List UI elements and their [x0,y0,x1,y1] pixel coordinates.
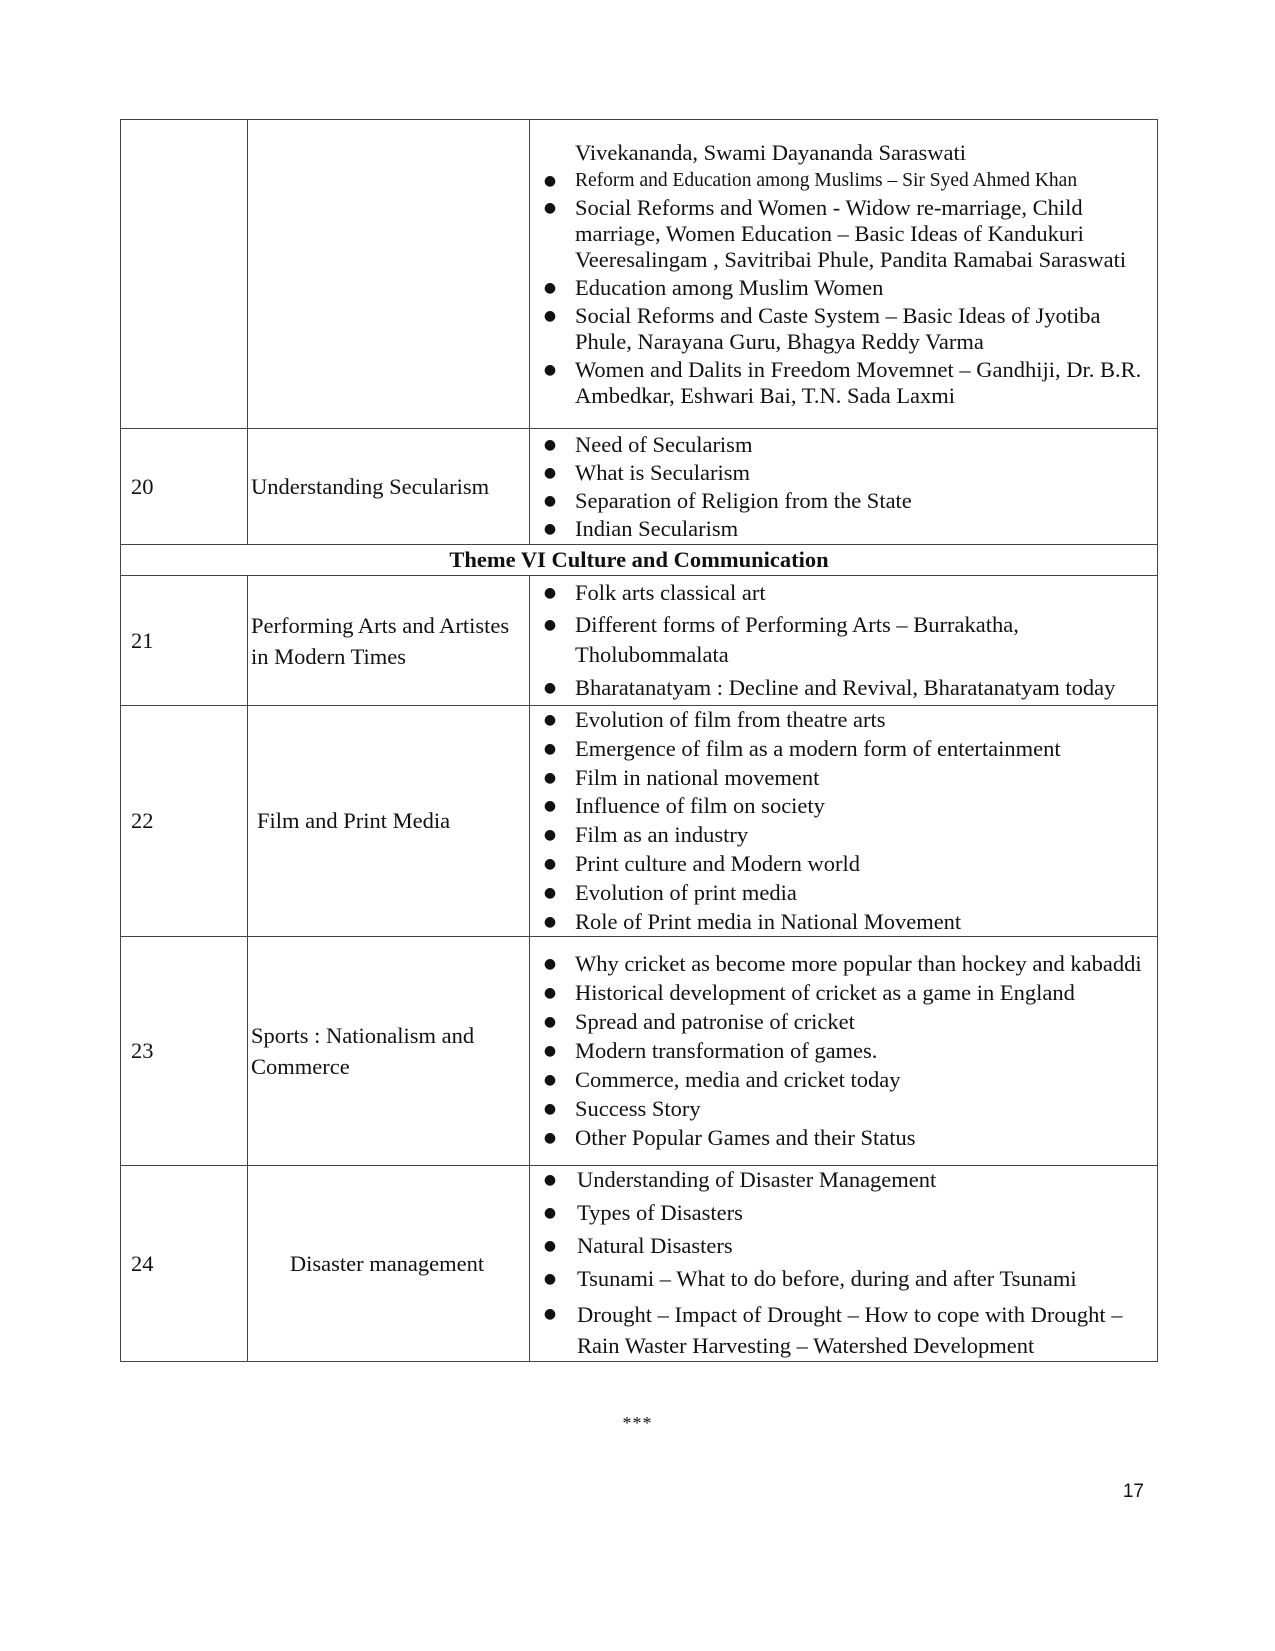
lesson-title-text: Sports : Nationalism and Commerce [251,1023,475,1080]
list-item [530,1299,1153,1361]
topic-text: Social Reforms and Women - Widow re-marriage, Child marriage, Women Education – Basic Ideas of Kandukuri Veeresalingam , Savitribai Phule, Pandita Ramabai Saraswati [575,194,1127,272]
list-item [530,879,1153,908]
topic-text: What is Secularism [575,460,750,485]
list-item [530,764,1153,793]
topic-text: Natural Disasters [577,1232,733,1258]
lesson-number-cell: 20 [121,429,248,545]
bullet-icon: ● [543,1072,557,1089]
bullet-icon: ● [543,279,557,296]
list-item [530,1200,1153,1226]
lesson-number-cell: 23 [121,937,248,1166]
theme-heading-row [121,545,1158,576]
bullet-icon: ● [543,712,557,728]
table-row [121,576,1158,706]
topics-cell [530,576,1158,706]
topic-text: Success Story [575,1096,701,1122]
topics-cell [530,1166,1158,1362]
list-item [530,908,1153,937]
topic-text: Need of Secularism [575,432,753,457]
bullet-icon: ● [543,521,557,537]
topics-list [530,706,1153,936]
list-item [530,303,1153,355]
bullet-icon: ● [543,307,557,324]
topics-list [530,140,1153,409]
bullet-icon: ● [543,1014,557,1031]
bullet-icon: ● [543,199,557,216]
topic-text: Modern transformation of games. [575,1038,878,1064]
topic-text: Film as an industry [575,822,749,848]
bullet-icon: ● [543,798,557,815]
topic-text: Types of Disasters [577,1199,743,1225]
list-item [530,275,1153,301]
topic-text: Vivekananda, Swami Dayananda Saraswati [575,139,967,165]
topic-text: Commerce, media and cricket today [575,1067,901,1093]
bullet-icon: ● [543,1130,557,1147]
topic-text: Reform and Education among Muslims – Sir Syed Ahmed Khan [575,169,1078,191]
bullet-icon: ● [543,680,557,696]
bullet-icon: ● [543,1237,557,1254]
bullet-icon: ● [543,361,557,378]
list-item [530,951,1153,977]
list-item [530,432,1153,458]
table-row [121,1166,1158,1362]
page-number: 17 [1122,1481,1144,1502]
list-item [530,980,1153,1006]
bullet-icon: ● [543,617,557,633]
table-row [121,937,1158,1166]
bullet-icon: ● [543,585,557,601]
topic-text: Spread and patronise of cricket [575,1009,855,1035]
table-row [121,429,1158,545]
topic-text: Different forms of Performing Arts – Burrakatha, Tholubommalata [575,612,1019,667]
list-item [530,357,1153,409]
list-item [530,460,1153,486]
list-item [530,578,1153,608]
list-item [530,516,1153,542]
topics-cell [530,937,1158,1166]
topic-text: Education among Muslim Women [575,274,884,300]
topic-text: Indian Secularism [575,516,739,541]
lesson-number-cell: 22 [121,706,248,937]
lesson-number-cell [121,120,248,429]
bullet-icon: ● [543,172,557,189]
topic-text: Bharatanatyam : Decline and Revival, Bharatanatyam today [575,675,1116,700]
list-item [530,1167,1153,1193]
topic-text: Evolution of print media [575,879,797,905]
topics-list [530,578,1153,703]
list-item [530,673,1153,703]
bullet-icon: ● [543,769,557,786]
topic-text: Folk arts classical art [575,580,766,605]
topics-list [530,951,1153,1151]
list-item [530,792,1153,821]
end-marker: *** [622,1413,653,1433]
topic-text: Separation of Religion from the State [575,488,912,513]
topic-text: Understanding of Disaster Management [577,1166,937,1192]
topics-cell [530,706,1158,937]
bullet-icon: ● [543,884,557,901]
topics-cell [530,120,1158,429]
list-item [530,140,1153,166]
table-row [121,706,1158,937]
topic-text: Drought – Impact of Drought – How to cope with Drought – Rain Waster Harvesting – Watershed Development [577,1301,1123,1358]
topic-text: Why cricket as become more popular than hockey and kabaddi [575,951,1142,977]
topic-text: Historical development of cricket as a game in England [575,980,1075,1006]
bullet-icon: ● [543,1270,557,1287]
list-item [530,610,1153,670]
bullet-icon: ● [543,740,557,757]
bullet-icon: ● [543,985,557,1002]
bullet-icon: ● [543,437,557,453]
lesson-number-cell: 21 [121,576,248,706]
topics-list [530,1167,1153,1361]
lesson-title-cell [248,120,530,429]
bullet-icon: ● [543,493,557,509]
topic-text: Other Popular Games and their Status [575,1125,916,1151]
list-item [530,195,1153,273]
list-item [530,735,1153,764]
topic-text: Emergence of film as a modern form of entertainment [575,735,1061,761]
topics-cell [530,429,1158,545]
lesson-title-cell: Disaster management [248,1166,530,1362]
bullet-icon: ● [543,956,557,973]
lesson-title-cell [248,937,530,1166]
list-item [530,1009,1153,1035]
lesson-number-cell: 24 [121,1166,248,1362]
topic-text: Influence of film on society [575,793,825,819]
list-item [530,1125,1153,1151]
syllabus-table [120,119,1158,1362]
topic-text: Women and Dalits in Freedom Movemnet – Gandhiji, Dr. B.R. Ambedkar, Eshwari Bai, T.N. Sada Laxmi [575,356,1142,408]
lesson-title-text: Performing Arts and Artistes in Modern Times [251,612,510,669]
bullet-icon: ● [543,1101,557,1118]
list-item [530,850,1153,879]
list-item [530,1067,1153,1093]
bullet-icon: ● [543,1171,557,1188]
bullet-icon: ● [543,1204,557,1221]
topic-text: Tsunami – What to do before, during and after Tsunami [577,1265,1077,1291]
bullet-icon: ● [543,913,557,930]
bullet-icon: ● [543,465,557,481]
lesson-title-cell: Film and Print Media [248,706,530,937]
topic-text: Role of Print media in National Movement [575,908,962,934]
lesson-title-cell [248,576,530,706]
topics-list [530,432,1153,542]
topic-text: Evolution of film from theatre arts [575,707,886,732]
list-item [530,1096,1153,1122]
topic-text: Film in national movement [575,764,820,790]
lesson-title-cell: Understanding Secularism [248,429,530,545]
list-item [530,1266,1153,1292]
topic-text: Social Reforms and Caste System – Basic Ideas of Jyotiba Phule, Narayana Guru, Bhagya Reddy Varma [575,302,1101,354]
bullet-icon: ● [543,1305,557,1322]
bullet-icon: ● [543,827,557,844]
list-item [530,821,1153,850]
list-item [530,168,1153,194]
list-item [530,488,1153,514]
bullet-icon: ● [543,1043,557,1060]
list-item [530,706,1153,735]
list-item [530,1233,1153,1259]
theme-heading: Theme VI Culture and Communication [121,545,1158,576]
topic-text: Print culture and Modern world [575,850,860,876]
table-row [121,120,1158,429]
bullet-icon: ● [543,855,557,872]
list-item [530,1038,1153,1064]
